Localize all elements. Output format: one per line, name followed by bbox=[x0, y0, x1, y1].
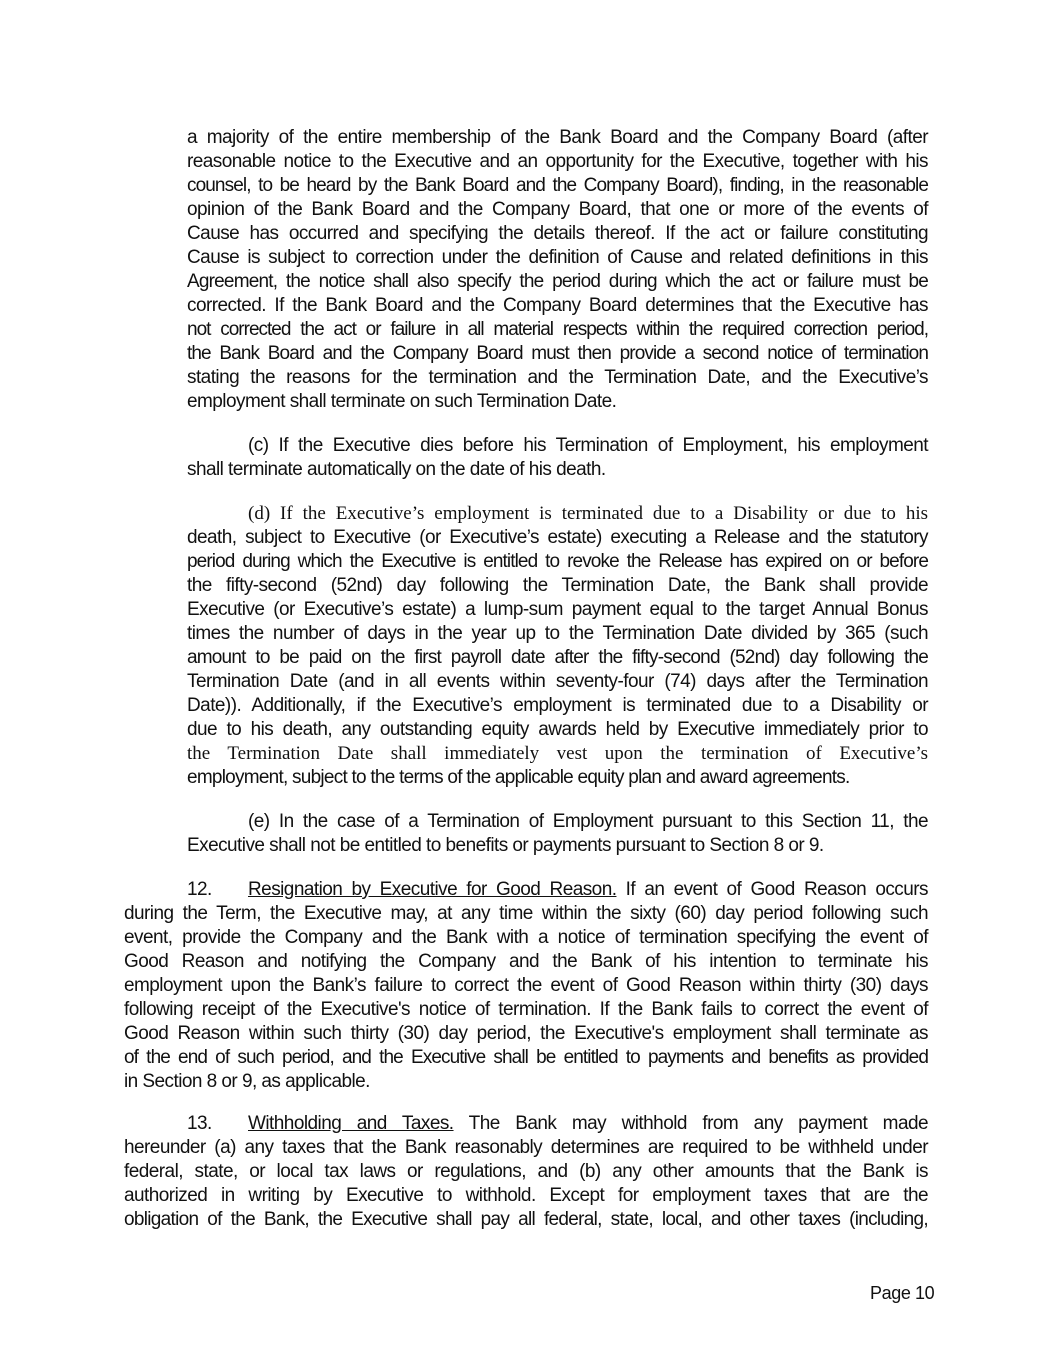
section-number: 13. bbox=[187, 1113, 212, 1134]
text-line: employment, subject to the terms of the applicable equity plan and award agreements. bbox=[187, 767, 850, 788]
text-line: in Section 8 or 9, as applicable. bbox=[124, 1071, 370, 1092]
text-line: employment shall terminate on such Termination Date. bbox=[187, 391, 617, 412]
text-line: employment upon the Bank’s failure to correct the event of Good Reason within thirty (30) days bbox=[124, 975, 928, 996]
text-line: during the Term, the Executive may, at any time within the sixty (60) day period following such bbox=[124, 903, 928, 924]
text-line: Cause is subject to correction under the definition of Cause and related definitions in this bbox=[187, 247, 928, 268]
text-line: Cause has occurred and specifying the details thereof. If the act or failure constituting bbox=[187, 223, 928, 244]
text-line: of the end of such period, and the Executive shall be entitled to payments and benefits as provided bbox=[124, 1047, 928, 1068]
section-heading: Withholding and Taxes. bbox=[248, 1113, 454, 1134]
text-span: If an event of Good Reason occurs bbox=[616, 879, 928, 900]
text-line: following receipt of the Executive's notice of termination. If the Bank fails to correct the event of bbox=[124, 999, 928, 1020]
text-line: Executive shall not be entitled to benefits or payments pursuant to Section 8 or 9. bbox=[187, 835, 824, 856]
section-number: 12. bbox=[187, 879, 212, 900]
text-line: not corrected the act or failure in all material respects within the required correction period, bbox=[187, 319, 928, 340]
text-line: the Bank Board and the Company Board must then provide a second notice of termination bbox=[187, 343, 928, 364]
text-line: Agreement, the notice shall also specify the period during which the act or failure must be bbox=[187, 271, 928, 292]
text-line: times the number of days in the year up to the Termination Date divided by 365 (such bbox=[187, 623, 928, 644]
page-number: Page 10 bbox=[870, 1283, 935, 1303]
text-line: Good Reason and notifying the Company and the Bank of his intention to terminate his bbox=[124, 951, 928, 972]
text-line: Good Reason within such thirty (30) day period, the Executive's employment shall terminate as bbox=[124, 1023, 928, 1044]
text-line: (e) In the case of a Termination of Employment pursuant to this Section 11, the bbox=[248, 811, 928, 832]
text-line: stating the reasons for the termination and the Termination Date, and the Executive’s bbox=[187, 367, 928, 388]
text-line: (c) If the Executive dies before his Termination of Employment, his employment bbox=[248, 435, 928, 456]
text-line: the fifty-second (52nd) day following the Termination Date, the Bank shall provide bbox=[187, 575, 928, 596]
text-line: Executive (or Executive’s estate) a lump-sum payment equal to the target Annual Bonus bbox=[187, 599, 928, 620]
text-span: The Bank may withhold from any payment made bbox=[453, 1113, 928, 1134]
section-first-line bbox=[248, 878, 928, 902]
text-line: obligation of the Bank, the Executive shall pay all federal, state, local, and other taxes (including, bbox=[124, 1209, 928, 1230]
text-line: Termination Date (and in all events within seventy-four (74) days after the Termination bbox=[187, 671, 928, 692]
text-line: reasonable notice to the Executive and an opportunity for the Executive, together with his bbox=[187, 151, 928, 172]
section-heading: Resignation by Executive for Good Reason. bbox=[248, 879, 617, 900]
text-line: death, subject to Executive (or Executive’s estate) executing a Release and the statutory bbox=[187, 527, 928, 548]
text-line: a majority of the entire membership of the Bank Board and the Company Board (after bbox=[187, 127, 928, 148]
text-line: authorized in writing by Executive to withhold. Except for employment taxes that are the bbox=[124, 1185, 928, 1206]
section-first-line bbox=[248, 1112, 928, 1136]
text-line: event, provide the Company and the Bank with a notice of termination specifying the event of bbox=[124, 927, 928, 948]
text-line: amount to be paid on the first payroll date after the fifty-second (52nd) day following the bbox=[187, 647, 928, 668]
text-line: Date)). Additionally, if the Executive’s employment is terminated due to a Disability or bbox=[187, 695, 928, 716]
text-line: opinion of the Bank Board and the Company Board, that one or more of the events of bbox=[187, 199, 928, 220]
text-line: period during which the Executive is entitled to revoke the Release has expired on or before bbox=[187, 551, 928, 572]
text-line: (d) If the Executive’s employment is terminated due to a Disability or due to his bbox=[248, 503, 928, 524]
text-line: counsel, to be heard by the Bank Board and the Company Board), finding, in the reasonable bbox=[187, 175, 928, 196]
text-line: due to his death, any outstanding equity awards held by Executive immediately prior to bbox=[187, 719, 928, 740]
text-line: corrected. If the Bank Board and the Company Board determines that the Executive has bbox=[187, 295, 928, 316]
text-line: shall terminate automatically on the date of his death. bbox=[187, 459, 606, 480]
text-line: federal, state, or local tax laws or regulations, and (b) any other amounts that the Bank is bbox=[124, 1161, 928, 1182]
text-line: the Termination Date shall immediately vest upon the termination of Executive’s bbox=[187, 743, 928, 764]
text-line: hereunder (a) any taxes that the Bank reasonably determines are required to be withheld under bbox=[124, 1137, 928, 1158]
